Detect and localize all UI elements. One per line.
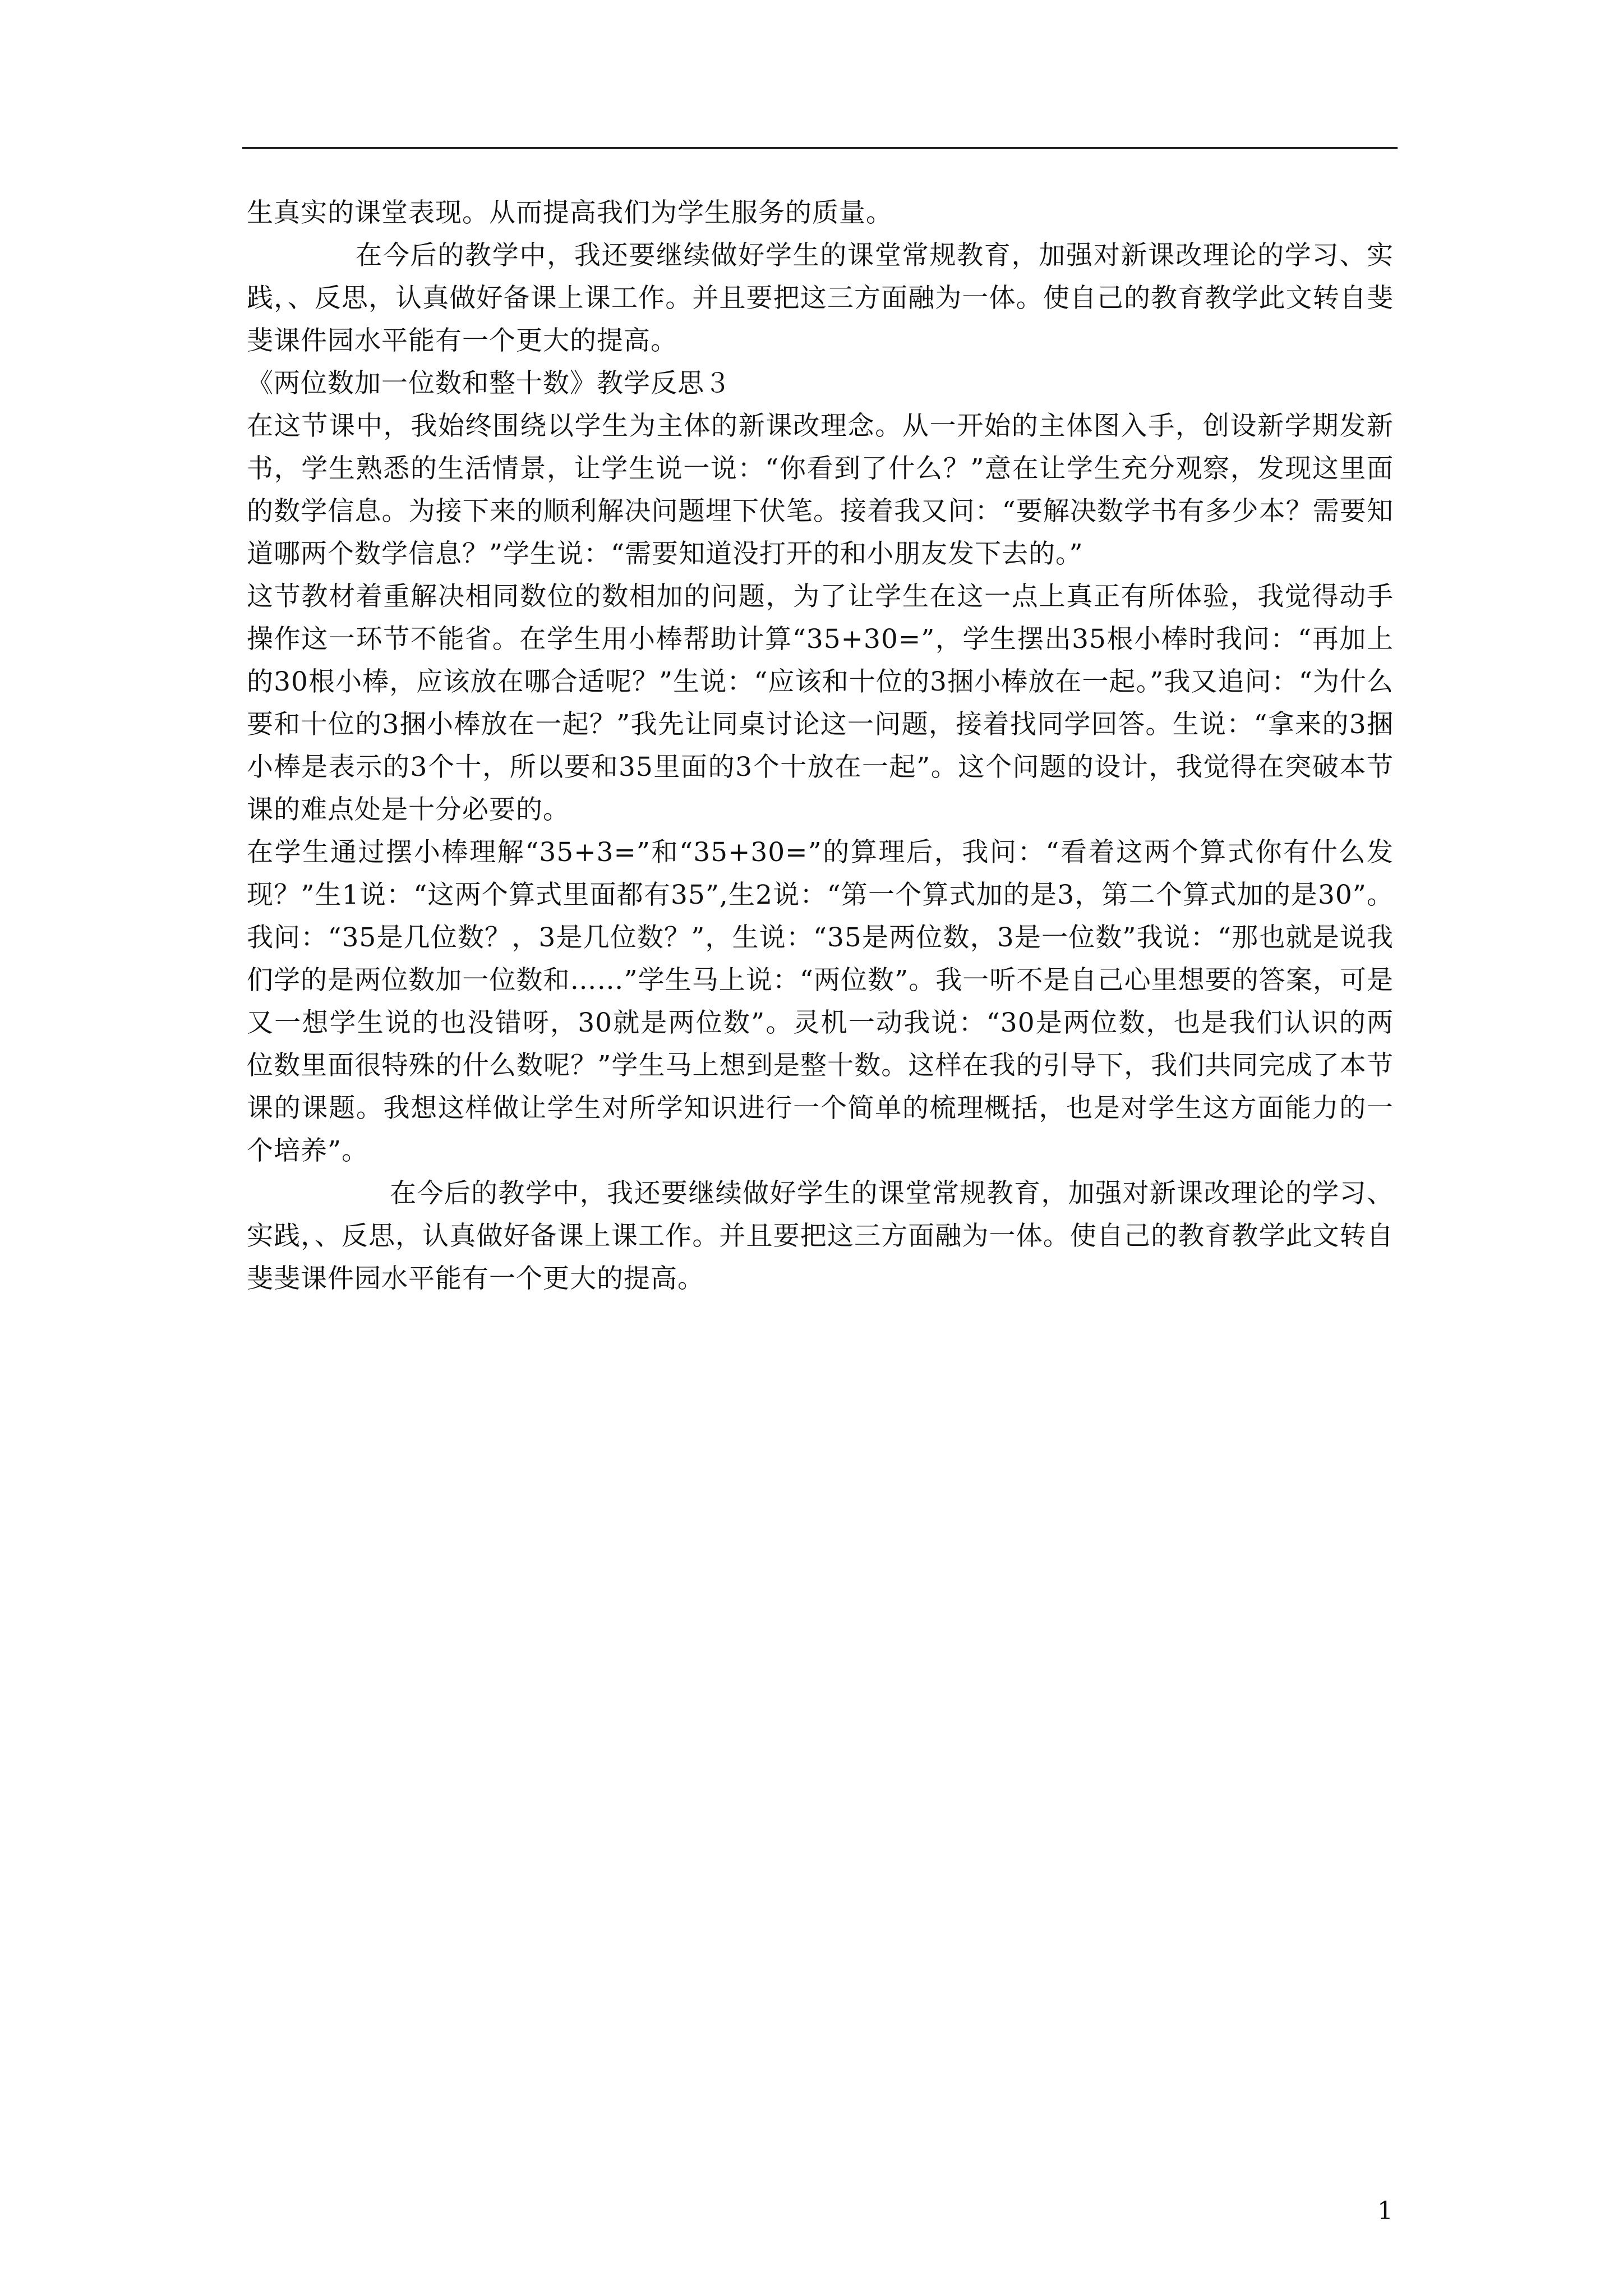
section-title: 《两位数加一位数和整十数》教学反思３ — [247, 368, 731, 399]
header-rule — [242, 147, 1398, 149]
paragraph-final-conclusion: 在今后的教学中，我还要继续做好学生的课堂常规教育，加强对新课改理论的学习、实践，、反思，认真做好备课上课工作。并且要把这三方面融为一体。使自己的教育教学此文转自斐斐课件园水平能有一个更大的提高。 — [247, 1178, 1394, 1294]
paragraph-hands-on: 这节教材着重解决相同数位的数相加的问题，为了让学生在这一点上真正有所体验，我觉得动手操作这一环节不能省。在学生用小棒帮助计算“35+30=”，学生摆出35根小棒时我问：“再加上的30根小棒，应该放在哪合适呢？”生说：“应该和十位的3捆小棒放在一起。”我又追问：“为什么要和十位的3捆小棒放在一起？”我先让同桌讨论这一问题，接着找同学回答。生说：“拿来的3捆小棒是表示的3个十，所以要和35里面的3个十放在一起”。这个问题的设计，我觉得在突破本节课的难点处是十分必要的。 — [247, 581, 1394, 825]
paragraph-discovery: 在学生通过摆小棒理解“35+3=”和“35+30=”的算理后，我问：“看着这两个算式你有什么发现？”生1说：“这两个算式里面都有35”,生2说：“第一个算式加的是3，第二个算式加的是30”。我问：“35是几位数？，3是几位数？”，生说：“35是两位数，3是一位数”我说：“那也就是说我们学的是两位数加一位数和……”学生马上说：“两位数”。我一听不是自己心里想要的答案，可是又一想学生说的也没错呀，30就是两位数”。灵机一动我说：“30是两位数，也是我们认识的两位数里面很特殊的什么数呢？”学生马上想到是整十数。这样在我的引导下，我们共同完成了本节课的课题。我想这样做让学生对所学知识进行一个简单的梳理概括，也是对学生这方面能力的一个培养”。 — [247, 837, 1394, 1166]
paragraph-intro: 在这节课中，我始终围绕以学生为主体的新课改理念。从一开始的主体图入手，创设新学期发新书，学生熟悉的生活情景，让学生说一说：“你看到了什么？”意在让学生充分观察，发现这里面的数学信息。为接下来的顺利解决问题埋下伏笔。接着我又问：“要解决数学书有多少本？需要知道哪两个数学信息？”学生说：“需要知道没打开的和小朋友发下去的。” — [247, 411, 1394, 569]
paragraph-conclusion: 在今后的教学中，我还要继续做好学生的课堂常规教育，加强对新课改理论的学习、实践，、反思，认真做好备课上课工作。并且要把这三方面融为一体。使自己的教育教学此文转自斐斐课件园水平能有一个更大的提高。 — [247, 240, 1394, 356]
paragraph-continuation: 生真实的课堂表现。从而提高我们为学生服务的质量。 — [247, 197, 893, 228]
document-body — [247, 192, 1394, 1300]
page-number: 1 — [1377, 2197, 1393, 2225]
